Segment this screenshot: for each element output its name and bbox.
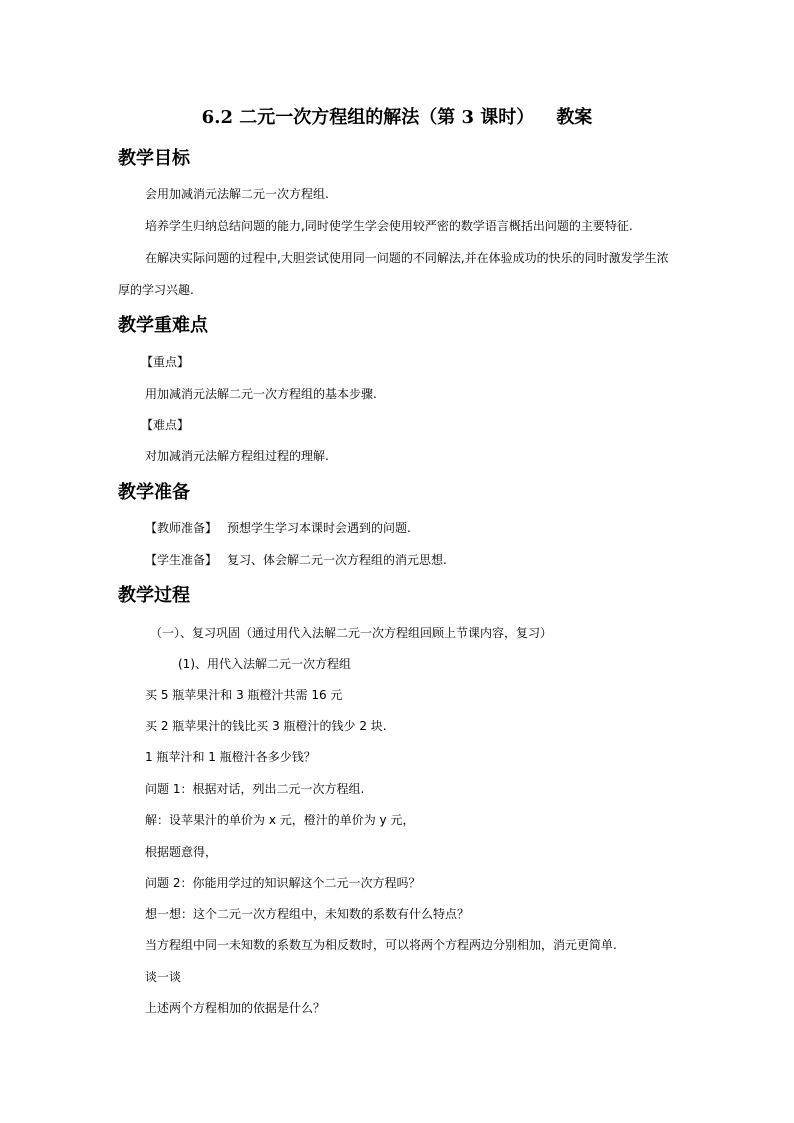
process-line-6: 根据题意得， [145, 845, 218, 859]
process-line-7: 问题 2：你能用学过的知识解这个二元一次方程吗？ [145, 876, 421, 890]
difficulty-tag: 【难点】 [141, 418, 190, 432]
student-prep-text: 复习、体会解二元一次方程组的消元思想. [227, 553, 447, 567]
goal-line-4: 厚的学习兴趣. [118, 283, 194, 297]
goal-line-1: 会用加减消元法解二元一次方程组. [145, 187, 329, 201]
process-line-11: 上述两个方程相加的依据是什么？ [145, 1001, 326, 1015]
process-line-2: 买 2 瓶苹果汁的钱比买 3 瓶橙汁的钱少 2 块. [145, 719, 387, 733]
heading-key-points: 教学重难点 [118, 315, 208, 336]
heading-process: 教学过程 [118, 585, 190, 606]
process-line-1: 买 5 瓶苹果汁和 3 瓶橙汁共需 16 元 [145, 688, 343, 702]
teacher-prep-tag: 【教师准备】 [145, 521, 218, 535]
process-line-3: 1 瓶苹汁和 1 瓶橙汁各多少钱？ [145, 750, 316, 764]
goal-line-2: 培养学生归纳总结问题的能力,同时使学生学会使用较严密的数学语言概括出问题的主要特征. [145, 219, 633, 233]
process-line-10: 谈一谈 [145, 970, 182, 984]
focus-tag: 【重点】 [141, 355, 190, 369]
process-line-4: 问题 1：根据对话，列出二元一次方程组. [145, 782, 365, 796]
process-line-8: 想一想：这个二元一次方程组中，未知数的系数有什么特点？ [145, 907, 470, 921]
process-line-5: 解：设苹果汁的单价为 x 元，橙汁的单价为 y 元， [145, 813, 415, 827]
title-text: 6.2 二元一次方程组的解法（第 3 课时） [201, 107, 535, 128]
process-part-one: （一）、复习巩固（通过用代入法解二元一次方程组回顾上节课内容，复习） [150, 626, 553, 640]
student-prep-tag: 【学生准备】 [145, 553, 218, 567]
student-prep [145, 552, 447, 568]
focus-text: 用加减消元法解二元一次方程组的基本步骤. [145, 387, 377, 401]
goal-line-3: 在解决实际问题的过程中,大胆尝试使用同一问题的不同解法,并在体验成功的快乐的同时激发学生浓 [145, 251, 669, 265]
heading-preparation: 教学准备 [118, 482, 190, 503]
title-suffix: 教案 [556, 107, 593, 128]
teacher-prep-text: 预想学生学习本课时会遇到的问题. [227, 521, 411, 535]
process-sub-one: (1)、用代入法解二元一次方程组 [178, 657, 351, 671]
heading-goals: 教学目标 [118, 148, 190, 169]
difficulty-text: 对加减消元法解方程组过程的理解. [145, 449, 329, 463]
process-line-9: 当方程组中同一未知数的系数互为相反数时，可以将两个方程两边分别相加，消元更简单. [145, 938, 617, 952]
teacher-prep [145, 520, 411, 536]
page-title [0, 106, 794, 130]
